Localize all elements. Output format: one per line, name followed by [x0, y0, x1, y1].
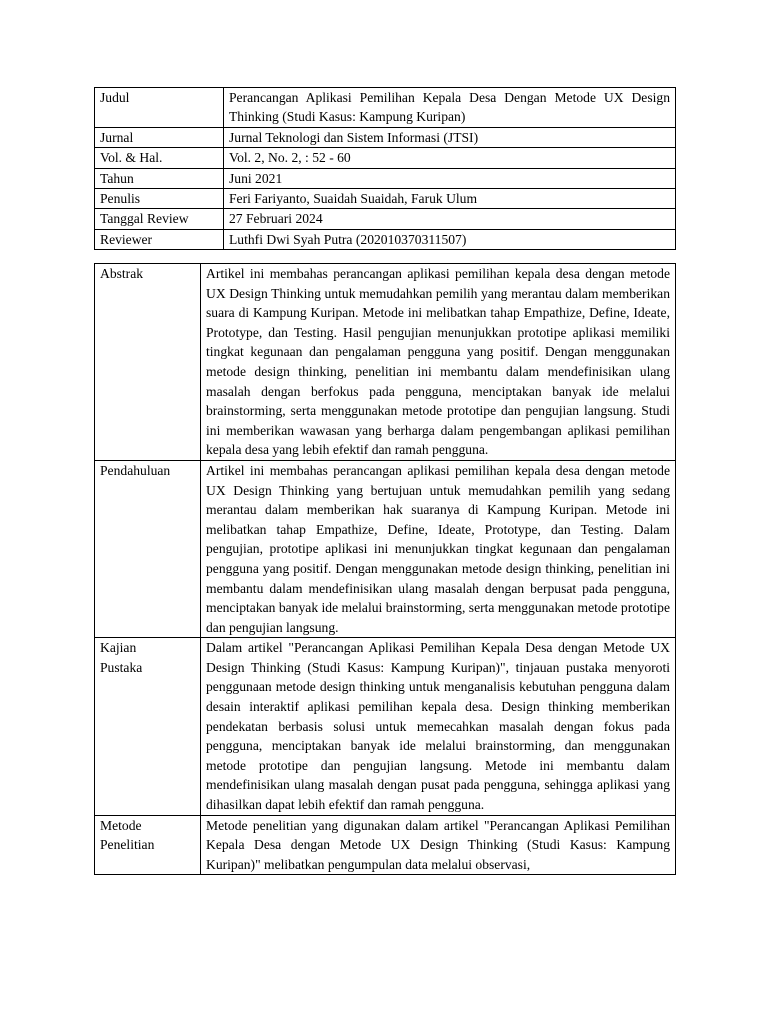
table-row	[95, 127, 676, 147]
value-vol-hal: Vol. 2, No. 2, : 52 - 60	[224, 148, 676, 168]
section-text-metode-penelitian: Metode penelitian yang digunakan dalam artikel "Perancangan Aplikasi Pemilihan Kepala Desa dengan Metode UX Design Thinking (Studi Kasus: Kampung Kuripan)" melibatkan pengumpulan data melalui observasi,	[201, 815, 676, 875]
value-tanggal-review: 27 Februari 2024	[224, 209, 676, 229]
label-reviewer: Reviewer	[95, 229, 224, 249]
section-label-kajian-pustaka: Kajian Pustaka	[95, 638, 201, 815]
section-text-pendahuluan: Artikel ini membahas perancangan aplikasi pemilihan kepala desa dengan metode UX Design Thinking yang bertujuan untuk memudahkan pemilih yang sedang merantau dalam memberikan hak suaranya di Kampung Kuripan. Metode ini melibatkan tahap Empathize, Define, Ideate, Prototype, dan Testing. Dalam pengujian, prototipe aplikasi ini menunjukkan tingkat kegunaan dan pengalaman pengguna yang positif. Dengan menggunakan metode design thinking, penelitian ini membantu dalam mendefinisikan ulang masalah dengan berpusat pada pengguna, menciptakan banyak ide melalui brainstorming, serta menggunakan metode prototipe dan pengujian langsung.	[201, 460, 676, 637]
value-jurnal: Jurnal Teknologi dan Sistem Informasi (JTSI)	[224, 127, 676, 147]
label-jurnal: Jurnal	[95, 127, 224, 147]
review-table	[94, 263, 676, 875]
table-row	[95, 638, 676, 815]
label-tahun: Tahun	[95, 168, 224, 188]
label-tanggal-review: Tanggal Review	[95, 209, 224, 229]
section-label-abstrak: Abstrak	[95, 264, 201, 461]
section-label-metode-penelitian: Metode Penelitian	[95, 815, 201, 875]
table-row	[95, 88, 676, 128]
label-judul: Judul	[95, 88, 224, 128]
article-info-table	[94, 87, 676, 250]
section-text-abstrak: Artikel ini membahas perancangan aplikasi pemilihan kepala desa dengan metode UX Design Thinking untuk memudahkan pemilih yang merantau dalam memberikan suara di Kampung Kuripan. Metode ini melibatkan tahap Empathize, Define, Ideate, Prototype, dan Testing. Hasil pengujian menunjukkan prototipe aplikasi memiliki tingkat kegunaan dan pengalaman pengguna yang positif. Dengan menggunakan metode design thinking, penelitian ini membantu dalam mendefinisikan ulang masalah dengan berfokus pada pengguna, menciptakan banyak ide melalui brainstorming, serta menggunakan metode prototipe dan pengujian langsung. Studi ini memberikan wawasan yang berharga dalam pengembangan aplikasi pemilihan kepala desa yang lebih efektif dan ramah pengguna.	[201, 264, 676, 461]
table-row	[95, 229, 676, 249]
table-row	[95, 460, 676, 637]
table-row	[95, 148, 676, 168]
value-reviewer: Luthfi Dwi Syah Putra (202010370311507)	[224, 229, 676, 249]
table-row	[95, 264, 676, 461]
table-row	[95, 189, 676, 209]
label-penulis: Penulis	[95, 189, 224, 209]
table-row	[95, 815, 676, 875]
section-text-kajian-pustaka: Dalam artikel "Perancangan Aplikasi Pemilihan Kepala Desa dengan Metode UX Design Thinking (Studi Kasus: Kampung Kuripan)", tinjauan pustaka menyoroti penggunaan metode design thinking untuk menganalisis kebutuhan pengguna dalam desain interaktif aplikasi pemilihan kepala desa. Design thinking memberikan pendekatan berbasis solusi untuk memecahkan masalah dengan fokus pada pengguna, menciptakan banyak ide melalui brainstorming, dan menggunakan metode prototipe dan pengujian langsung. Metode ini membantu dalam mendefinisikan ulang masalah dengan pusat pada pengguna, sehingga aplikasi yang dihasilkan dapat lebih efektif dan ramah pengguna.	[201, 638, 676, 815]
section-label-pendahuluan: Pendahuluan	[95, 460, 201, 637]
table-row	[95, 168, 676, 188]
value-tahun: Juni 2021	[224, 168, 676, 188]
value-penulis: Feri Fariyanto, Suaidah Suaidah, Faruk Ulum	[224, 189, 676, 209]
label-vol-hal: Vol. & Hal.	[95, 148, 224, 168]
table-row	[95, 209, 676, 229]
value-judul: Perancangan Aplikasi Pemilihan Kepala Desa Dengan Metode UX Design Thinking (Studi Kasus: Kampung Kuripan)	[224, 88, 676, 128]
